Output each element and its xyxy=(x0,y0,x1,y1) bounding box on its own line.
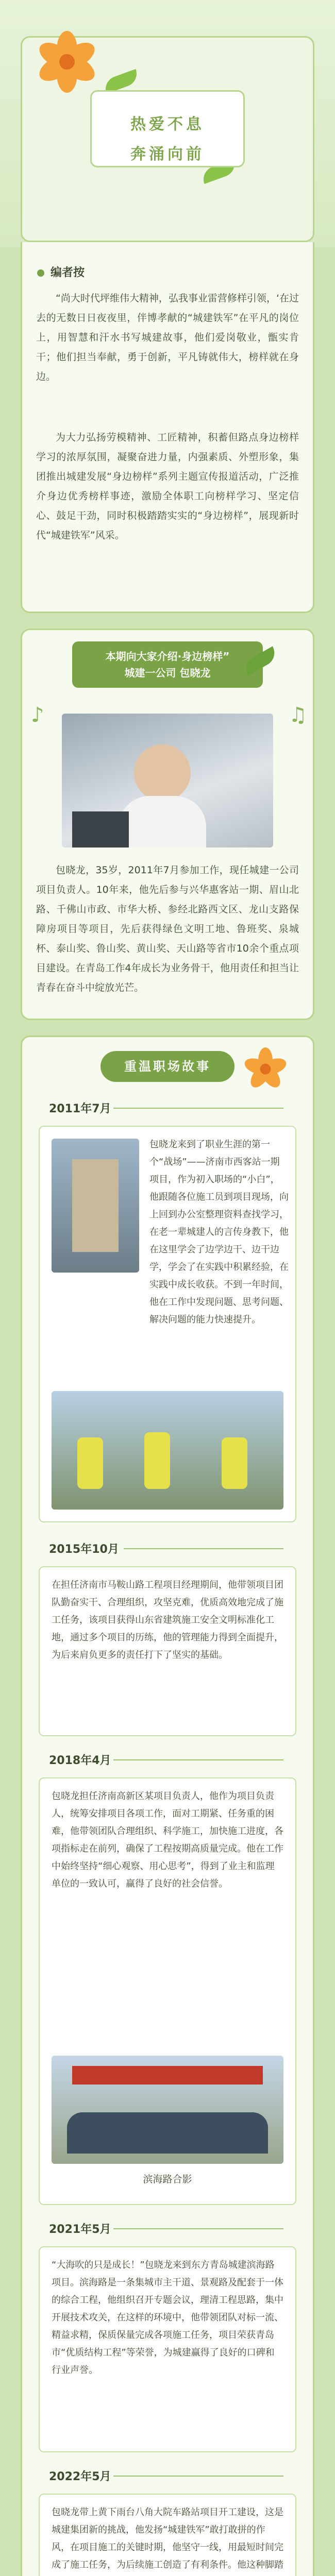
section-heading: 重温职场故事 xyxy=(100,1051,234,1082)
entry-text: “大海吹的只是成长！”包晓龙来到东方青岛城建滨海路项目。滨海路是一条集城市主干道、景观路及配套于一体的综合工程，他组织召开专题会议，理清工程思路，集中开展技术攻关，在这样的环境中，他带领团队对标一流、精益求精，保质保量完成各项施工任务，项目荣获青岛市“优质结构工程”等荣誉，为城建赢得了良好的口碑和行业声誉。 xyxy=(52,2260,283,2376)
divider xyxy=(113,2476,283,2477)
flower-icon xyxy=(244,1047,287,1091)
portrait-photo xyxy=(62,714,273,848)
title-line-2: 奔涌向前 xyxy=(130,145,205,163)
flower-icon xyxy=(36,31,98,93)
entry-text: 在担任济南市马鞍山路工程项目经理期间，他带领项目团队勤奋实干、合理组织，攻坚克难，优质高效地完成了施工任务，该项目获得山东省建筑施工安全文明标准化工地，通过多个项目的历练，他的管理能力得到全面提升，为后来肩负更多的责任打下了坚实的基础。 xyxy=(52,1580,283,1660)
intro-bio: 包晓龙，35岁，2011年7月参加工作，现任城建一公司项目负责人。10年来，他先后参与兴华惠客站一期、眉山北路、千佛山市政、市华大桥、参经北路西文区、龙山支路保障房项目等项目，先后获得绿色文明工地、鲁班奖、泉城杯、泰山奖、鲁山奖、黄山奖、天山路等省市10余个重点项目建设。在青岛工作4年成长为业务骨干，他用责任和担当让青春在奋斗中绽放光芒。 xyxy=(36,865,299,993)
entry-date: 2015年10月 xyxy=(49,1543,119,1556)
title-line-1: 热爱不息 xyxy=(130,115,205,133)
editor-note-paragraph: 为大力弘扬劳模精神、工匠精神，积蓄但路点身边榜样学习的浓厚氛围，凝聚奋进力量，内强素质、外塑形象，集团推出城建发展“身边榜样”系列主题宣传报道活动，广泛推介身边优秀榜样事迹，激励全体职工向榜样学习、坚定信心、鼓足干劲，同时积极踏踏实实的“身边榜样”，展现新时代“城建铁军”风采。 xyxy=(36,432,299,541)
editor-note-label: 编者按 xyxy=(51,266,85,279)
intro-heading: 本期向大家介绍·身边榜样” 城建一公司 包晓龙 xyxy=(72,641,263,688)
entry-date: 2011年7月 xyxy=(49,1103,111,1115)
entry-date: 2021年5月 xyxy=(49,2223,111,2236)
entry-text: 包晓龙担任济南高新区某项目负责人，他作为项目负责人，统筹安排项目各项工作，面对工期紧、任务重的困难，他带领团队合理组织、科学施工，加快施工进度，各项指标走在前列，确保了工程按期高质量完成。他在工作中始终坚持“细心观察、用心思考”，得到了业主和监理单位的一致认可，赢得了良好的社会信誉。 xyxy=(52,1791,283,1889)
music-note-icon: ♫ xyxy=(289,703,307,727)
title-box xyxy=(90,90,245,167)
entry-text: 包晓龙带上黄下雨台八角大院车路站项目开工建设，这是城建集团新的挑战，他发扬“城建铁军”敢打敢拼的作风，在项目施工的关键时期，他坚守一线，用最短时间完成了施工任务，为后续施工创造了有利条件。他这种脚踏 xyxy=(52,2507,283,2570)
editor-note-paragraph: “尚大时代坪维伟大精神，弘我事业雷营修样引领，‘在过去的无数日日夜夜里，伴博孝献的“城建铁军”在平凡的岗位上，用智慧和汗水书写城建故事，他们爱岗敬业，甑实肯干；他们担当奉献，勇于创新，平凡铸就伟大，榜样就在身边。 xyxy=(36,293,299,382)
group-photo xyxy=(52,2056,283,2164)
project-photo xyxy=(52,1391,283,1510)
divider xyxy=(124,1548,283,1549)
music-note-icon: ♪ xyxy=(31,703,44,727)
divider xyxy=(113,1108,283,1109)
divider xyxy=(113,1759,283,1760)
entry-date: 2018年4月 xyxy=(49,1754,111,1767)
project-photo xyxy=(52,1139,139,1273)
entry-date: 2022年5月 xyxy=(49,2470,111,2483)
entry-text: 包晓龙来到了职业生涯的第一个“战场”——济南市西客站一期项目，作为初入职场的“小白”，他跟随各位施工员到项目现场，向上回到办公室整理资料查找学习，在老一辈城建人的言传身教下，他在这里学会了边学边干、边干边学，学会了在实践中积累经验，在实践中成长收获。不到一年时间，他在工作中发现问题、思考问题、解决问题的能力快速提升。 xyxy=(149,1139,289,1325)
divider xyxy=(113,2228,283,2229)
photo-caption: 滨海路合影 xyxy=(143,2174,192,2185)
bullet-icon xyxy=(37,269,44,277)
